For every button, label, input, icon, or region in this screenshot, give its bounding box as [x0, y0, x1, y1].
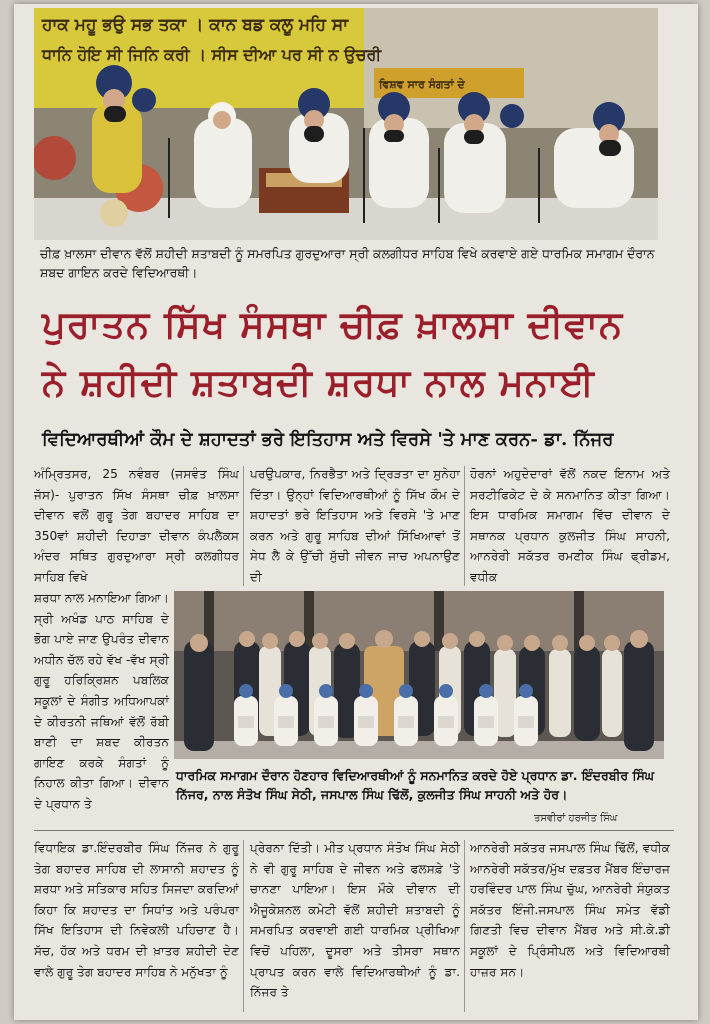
newspaper-clipping [14, 4, 698, 1020]
group-photo-caption: ਧਾਰਮਿਕ ਸਮਾਗਮ ਦੌਰਾਨ ਹੋਣਹਾਰ ਵਿਦਿਆਰਥੀਆਂ ਨੂੰ ਸਨਮਾਨਿਤ ਕਰਦੇ ਹੋਏ ਪ੍ਰਧਾਨ ਡਾ. ਇੰਦਰਬੀਰ ਸਿੰਘ ਨਿੱਜਰ, ਨਾਲ ਸੰਤੋਖ ਸਿੰਘ ਸੇਠੀ, ਜਸਪਾਲ ਸਿੰਘ ਢਿੱਲੋਂ, ਕੁਲਜੀਤ ਸਿੰਘ ਸਾਹਨੀ ਅਤੇ ਹੋਰ। [176, 768, 655, 802]
column-separator [464, 840, 465, 1012]
kirtan-photo [34, 8, 658, 240]
top-photo-caption: ਚੀਫ਼ ਖ਼ਾਲਸਾ ਦੀਵਾਨ ਵੱਲੋਂ ਸ਼ਹੀਦੀ ਸ਼ਤਾਬਦੀ ਨੂੰ ਸਮਰਪਿਤ ਗੁਰਦੁਆਰਾ ਸ੍ਰੀ ਕਲਗੀਧਰ ਸਾਹਿਬ ਵਿਖੇ ਕਰਵਾਏ ਗਏ ਧਾਰਮਿਕ ਸਮਾਗਮ ਦੌਰਾਨ ਸ਼ਬਦ ਗਾਇਨ ਕਰਦੇ ਵਿਦਿਆਰਥੀ। [40, 246, 655, 280]
group-photo-illustration [174, 591, 664, 759]
headline-line-2: ਨੇ ਸ਼ਹੀਦੀ ਸ਼ਤਾਬਦੀ ਸ਼ਰਧਾ ਨਾਲ ਮਨਾਈ [42, 360, 595, 404]
banner-text-2: ਧਾਨਿ ਹੋਇ ਸੀ ਜਿਨਿ ਕਰੀ । ਸੀਸ ਦੀਆ ਪਰ ਸੀ ਨ ਉਚਰੀ [42, 45, 382, 64]
article-col2-bottom: ਪ੍ਰੇਰਨਾ ਦਿੱਤੀ। ਮੀਤ ਪ੍ਰਧਾਨ ਸੰਤੋਖ ਸਿੰਘ ਸੇਠੀ ਨੇ ਵੀ ਗੁਰੂ ਸਾਹਿਬ ਦੇ ਜੀਵਨ ਅਤੇ ਫਲਸਫ਼ੇ 'ਤੇ ਚਾਨਣਾ ਪਾਇਆ। ਇਸ ਮੌਕੇ ਦੀਵਾਨ ਦੀ ਐਜੂਕੇਸ਼ਨਲ ਕਮੇਟੀ ਵੱਲੋਂ ਸ਼ਹੀਦੀ ਸ਼ਤਾਬਦੀ ਨੂੰ ਸਮਰਪਿਤ ਕਰਵਾਈ ਗਈ ਧਾਰਮਿਕ ਪ੍ਰੀਖਿਆ ਵਿਚੋਂ ਪਹਿਲਾ, ਦੂਸਰਾ ਅਤੇ ਤੀਸਰਾ ਸਥਾਨ ਪ੍ਰਾਪਤ ਕਰਨ ਵਾਲੇ ਵਿਦਿਆਰਥੀਆਂ ਨੂੰ ਡਾ. ਨਿੱਜਰ ਤੇ [250, 841, 460, 1000]
column-separator [243, 840, 244, 1012]
divider-rule [34, 830, 674, 831]
article-col3-bottom: ਆਨਰੇਰੀ ਸਕੱਤਰ ਜਸਪਾਲ ਸਿੰਘ ਢਿੱਲੋਂ, ਵਧੀਕ ਆਨਰੇਰੀ ਸਕੱਤਰ/ਮੁੱਖ ਦਫ਼ਤਰ ਮੈਂਬਰ ਇੰਚਾਰਜ ਹਰਵਿੰਦਰ ਪਾਲ ਸਿੰਘ ਚੁੱਘ, ਆਨਰੇਰੀ ਸੰਯੁਕਤ ਸਕੱਤਰ ਇੰਜੀ.ਜਸਪਾਲ ਸਿੰਘ ਸਮੇਤ ਵੱਡੀ ਗਿਣਤੀ ਵਿਚ ਦੀਵਾਨ ਮੈਂਬਰ ਅਤੇ ਸੀ.ਕੇ.ਡੀ ਸਕੂਲਾਂ ਦੇ ਪ੍ਰਿੰਸੀਪਲ ਅਤੇ ਵਿਦਿਆਰਥੀ ਹਾਜ਼ਰ ਸਨ। [470, 841, 670, 979]
photo-credit: ਤਸਵੀਰਾਂ ਹਰਜੀਤ ਸਿੰਘ [534, 813, 618, 824]
article-col2-top: ਪਰਉਪਕਾਰ, ਨਿਰਭੈਤਾ ਅਤੇ ਦ੍ਰਿੜਤਾ ਦਾ ਸੁਨੇਹਾ ਦਿੱਤਾ। ਉਨ੍ਹਾਂ ਵਿਦਿਆਰਥੀਆਂ ਨੂੰ ਸਿੱਖ ਕੌਮ ਦੇ ਸ਼ਹਾਦਤਾਂ ਭਰੇ ਇਤਿਹਾਸ ਅਤੇ ਵਿਰਸੇ 'ਤੇ ਮਾਣ ਕਰਨ ਅਤੇ ਗੁਰੂ ਸਾਹਿਬ ਦੀਆਂ ਸਿੱਖਿਆਵਾਂ ਤੋਂ ਸੇਧ ਲੈ ਕੇ ਉੱਚੀ ਸੁੱਚੀ ਜੀਵਨ ਜਾਚ ਅਪਨਾਉਣ ਦੀ [250, 467, 460, 584]
article-col1-bottom: ਵਿਧਾਇਕ ਡਾ.ਇੰਦਰਬੀਰ ਸਿੰਘ ਨਿੱਜਰ ਨੇ ਗੁਰੂ ਤੇਗ ਬਹਾਦਰ ਸਾਹਿਬ ਦੀ ਲਾਸਾਨੀ ਸ਼ਹਾਦਤ ਨੂੰ ਸ਼ਰਧਾ ਅਤੇ ਸਤਿਕਾਰ ਸਹਿਤ ਸਿਜਦਾ ਕਰਦਿਆਂ ਕਿਹਾ ਕਿ ਸ਼ਹਾਦਤ ਦਾ ਸਿਧਾਂਤ ਅਤੇ ਪਰੰਪਰਾ ਸਿੱਖ ਇਤਿਹਾਸ ਦੀ ਨਿਵੇਕਲੀ ਪਹਿਚਾਣ ਹੈ। ਸੱਚ, ਹੱਕ ਅਤੇ ਧਰਮ ਦੀ ਖ਼ਾਤਰ ਸ਼ਹੀਦੀ ਦੇਣ ਵਾਲੇ ਗੁਰੂ ਤੇਗ ਬਹਾਦਰ ਸਾਹਿਬ ਨੇ ਮਨੁੱਖਤਾ ਨੂੰ [34, 841, 239, 979]
article-col1-narrow: ਸ਼ਰਧਾ ਨਾਲ ਮਨਾਇਆ ਗਿਆ। ਸ੍ਰੀ ਅਖੰਡ ਪਾਠ ਸਾਹਿਬ ਦੇ ਭੋਗ ਪਾਏ ਜਾਣ ਉਪਰੰਤ ਦੀਵਾਨ ਅਧੀਨ ਚੱਲ ਰਹੇ ਵੱਖ -ਵੱਖ ਸ੍ਰੀ ਗੁਰੂ ਹਰਿਕ੍ਰਿਸ਼ਨ ਪਬਲਿਕ ਸਕੂਲਾਂ ਦੇ ਸੰਗੀਤ ਅਧਿਆਪਕਾਂ ਦੇ ਕੀਰਤਨੀ ਜਥਿਆਂ ਵੱਲੋਂ ਰੱਬੀ ਬਾਣੀ ਦਾ ਸ਼ਬਦ ਕੀਰਤਨ ਗਾਇਣ ਕਰਕੇ ਸੰਗਤਾਂ ਨੂੰ ਨਿਹਾਲ ਕੀਤਾ ਗਿਆ। ਦੀਵਾਨ ਦੇ ਪ੍ਰਧਾਨ ਤੇ [34, 591, 169, 811]
banner-text-1: ਹਾਕ ਮਹੂ ਭਉ ਸਭ ਤਕਾ । ਕਾਨ ਬਡ ਕਲੂ ਮਹਿ ਸਾ [42, 15, 349, 35]
banner-text-3: ਵਿਸ਼ਵ ਸਾਰ ਸੰਗਤਾਂ ਦੇ [379, 78, 465, 91]
column-separator [464, 466, 465, 586]
article-col3-top: ਹੋਰਨਾਂ ਅਹੁਦੇਦਾਰਾਂ ਵੱਲੋਂ ਨਕਦ ਇਨਾਮ ਅਤੇ ਸਰਟੀਫਿਕੇਟ ਦੇ ਕੇ ਸਨਮਾਨਿਤ ਕੀਤਾ ਗਿਆ। ਇਸ ਧਾਰਮਿਕ ਸਮਾਗਮ ਵਿੱਚ ਦੀਵਾਨ ਦੇ ਸਥਾਨਕ ਪ੍ਰਧਾਨ ਕੁਲਜੀਤ ਸਿੰਘ ਸਾਹਨੀ, ਆਨਰੇਰੀ ਸਕੱਤਰ ਰਮਣੀਕ ਸਿੰਘ ਫ੍ਰੀਡਮ, ਵਧੀਕ [470, 467, 670, 584]
article-col1-top: ਅੰਮ੍ਰਿਤਸਰ, 25 ਨਵੰਬਰ (ਜਸਵੰਤ ਸਿੰਘ ਜੱਸ)- ਪੁਰਾਤਨ ਸਿੱਖ ਸੰਸਥਾ ਚੀਫ਼ ਖ਼ਾਲਸਾ ਦੀਵਾਨ ਵਲੋਂ ਗੁਰੂ ਤੇਗ ਬਹਾਦਰ ਸਾਹਿਬ ਦਾ 350ਵਾਂ ਸ਼ਹੀਦੀ ਦਿਹਾੜਾ ਦੀਵਾਨ ਕੰਪਲੈਕਸ ਅੰਦਰ ਸਥਿਤ ਗੁਰਦੁਆਰਾ ਸ੍ਰੀ ਕਲਗੀਧਰ ਸਾਹਿਬ ਵਿਖੇ [34, 467, 239, 584]
headline-line-1: ਪੁਰਾਤਨ ਸਿੱਖ ਸੰਸਥਾ ਚੀਫ਼ ਖ਼ਾਲਸਾ ਦੀਵਾਨ [42, 302, 624, 346]
sub-headline: ਵਿਦਿਆਰਥੀਆਂ ਕੌਮ ਦੇ ਸ਼ਹਾਦਤਾਂ ਭਰੇ ਇਤਿਹਾਸ ਅਤੇ ਵਿਰਸੇ 'ਤੇ ਮਾਣ ਕਰਨ- ਡਾ. ਨਿੱਜਰ [42, 429, 614, 450]
column-separator [243, 466, 244, 586]
kirtan-photo-illustration [34, 8, 658, 240]
group-photo [174, 591, 664, 759]
